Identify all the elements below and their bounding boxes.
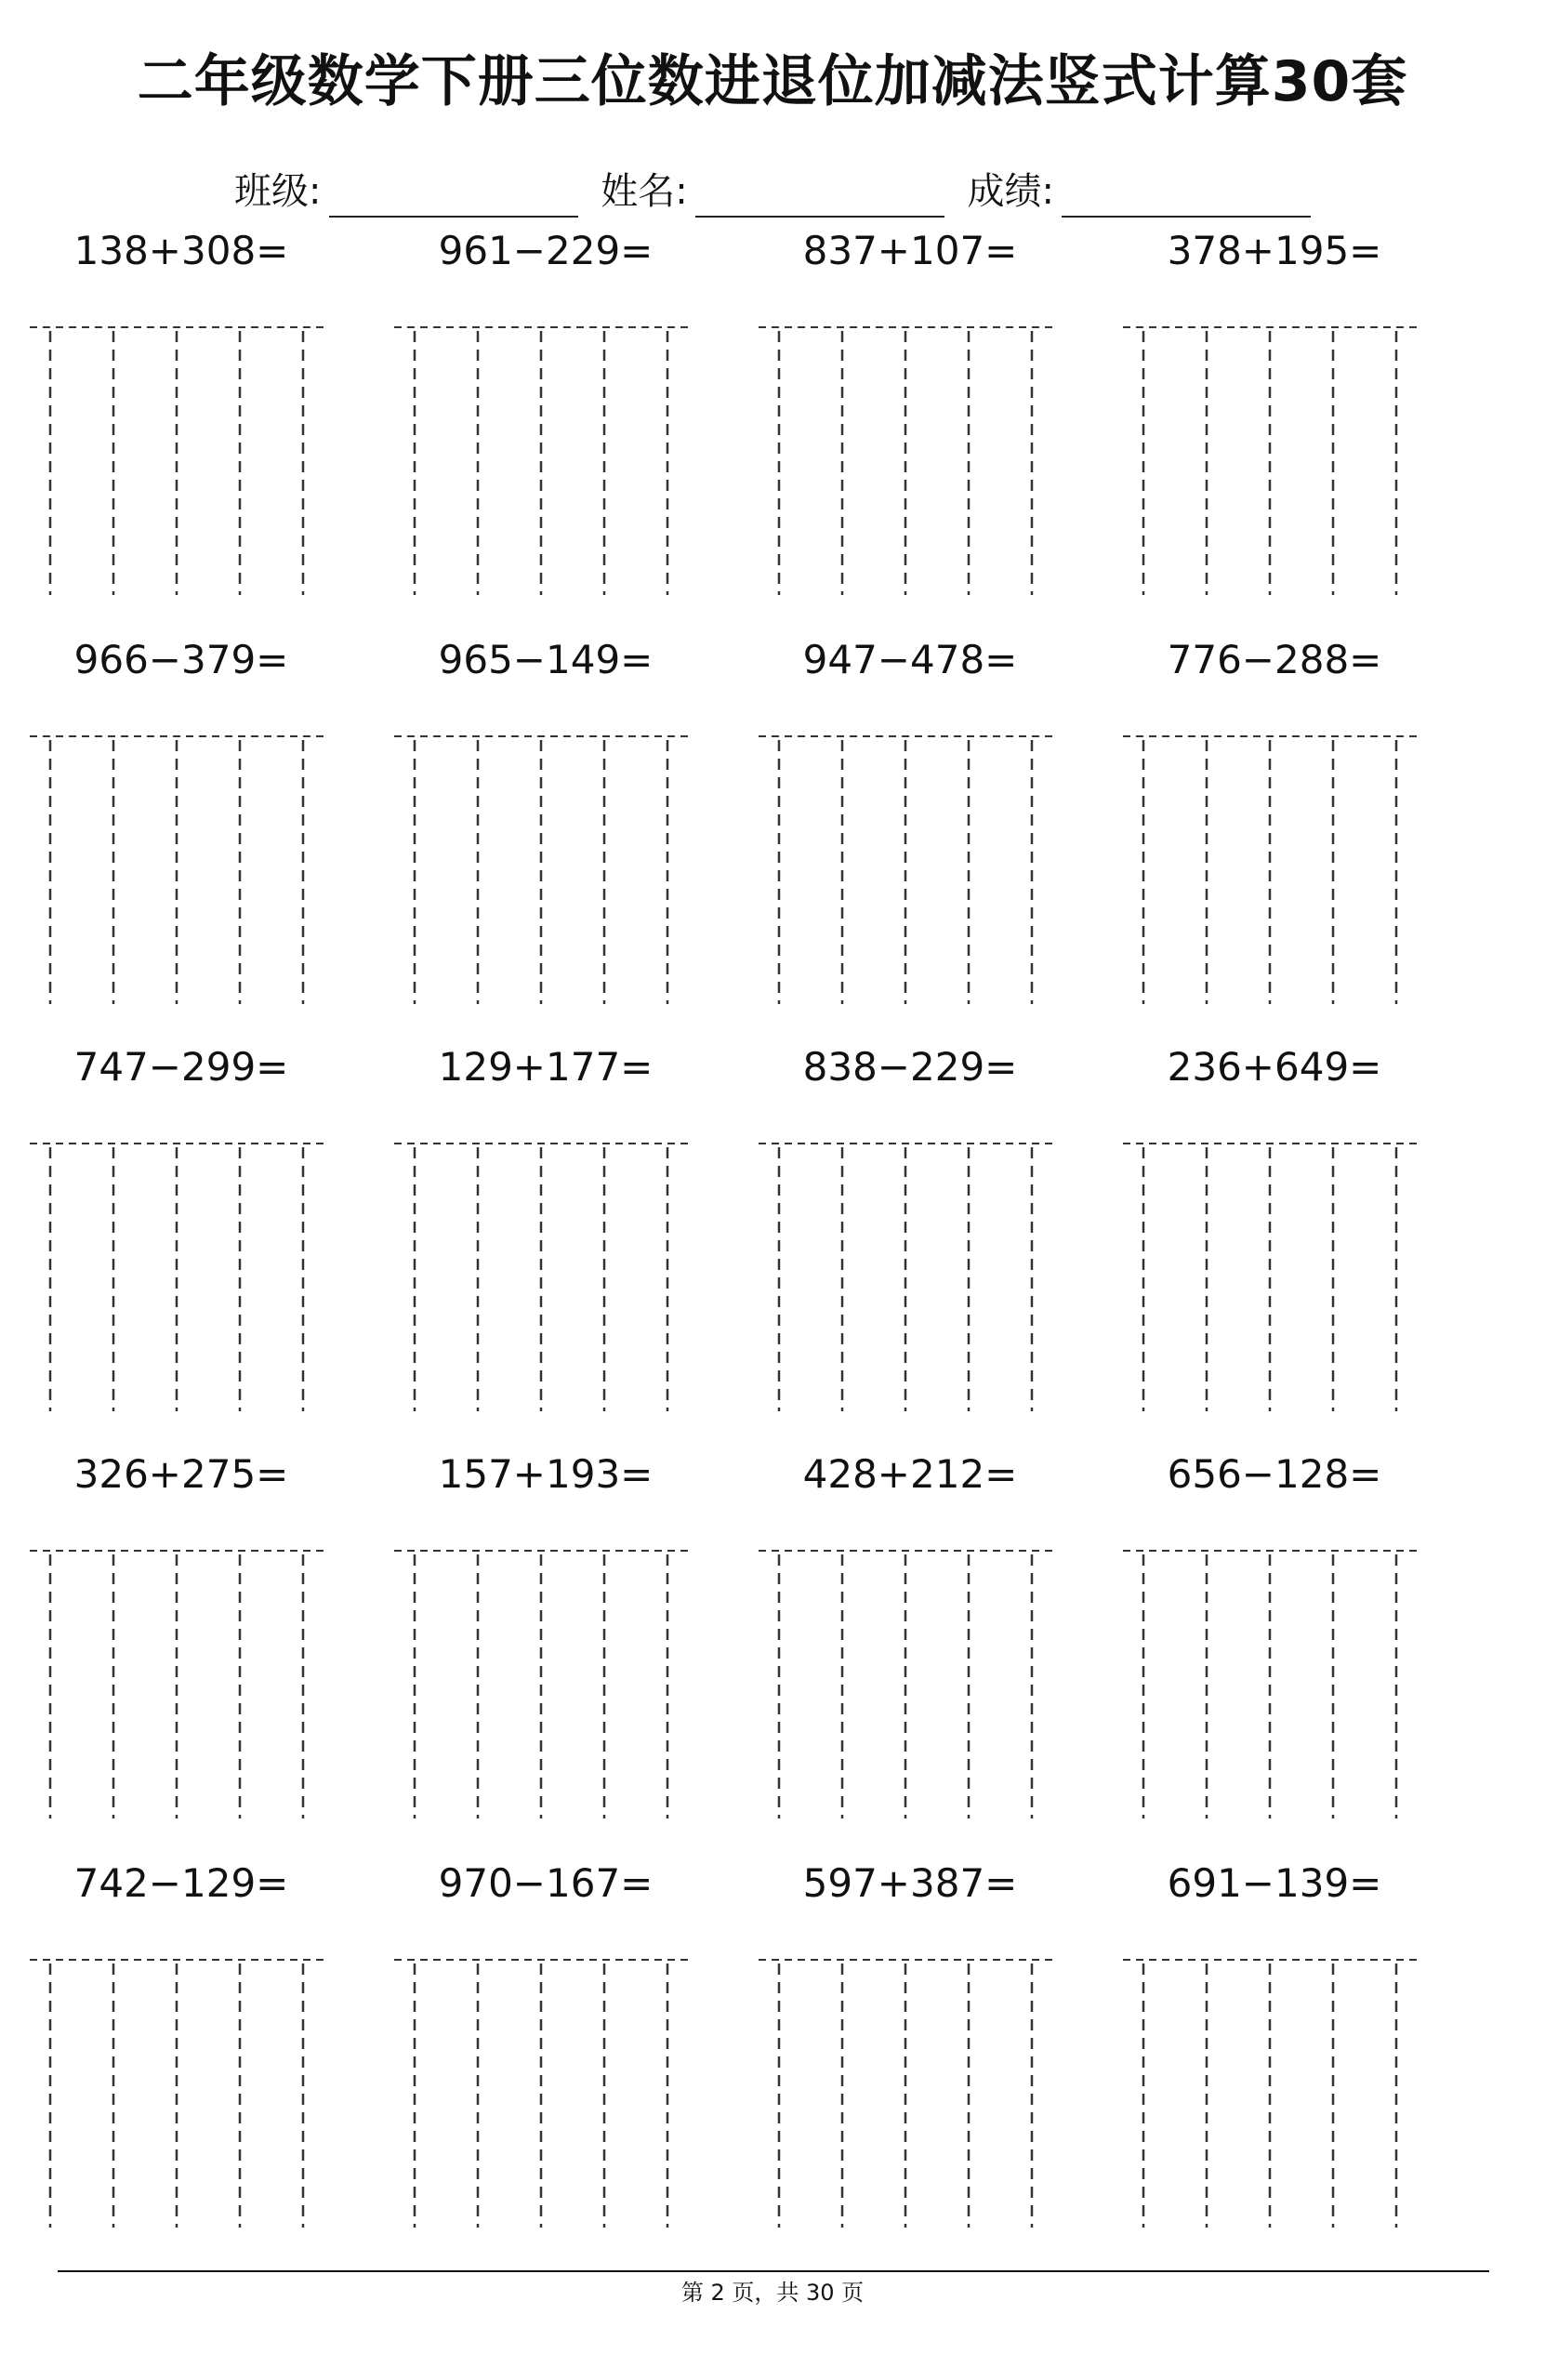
dashed-answer-grid — [757, 223, 1063, 623]
problem-expression: 970−167= — [438, 1860, 654, 1906]
problem-block — [1121, 1039, 1428, 1439]
problem-expression: 157+193= — [438, 1451, 654, 1497]
student-info-line — [0, 165, 1545, 218]
problem-expression: 965−149= — [438, 637, 654, 682]
problem-block — [757, 1447, 1063, 1846]
page-number: 第 2 页，共 30 页 — [680, 2280, 865, 2306]
problem-expression: 656−128= — [1167, 1451, 1382, 1497]
problem-block — [392, 1447, 699, 1846]
problem-block — [392, 632, 699, 1032]
problem-block — [757, 1856, 1063, 2255]
problem-block — [28, 1039, 335, 1439]
dashed-answer-grid — [28, 632, 335, 1032]
name-blank[interactable] — [695, 182, 944, 218]
problem-expression: 742−129= — [73, 1860, 289, 1906]
problem-expression: 428+212= — [802, 1451, 1018, 1497]
name-label: 姓名: — [601, 170, 688, 213]
name-field — [601, 165, 944, 218]
dashed-answer-grid — [1121, 1447, 1428, 1846]
dashed-answer-grid — [28, 1856, 335, 2255]
problem-expression: 747−299= — [73, 1044, 289, 1090]
score-blank[interactable] — [1062, 182, 1311, 218]
score-field — [967, 165, 1310, 218]
problem-expression: 961−229= — [438, 228, 654, 273]
dashed-answer-grid — [28, 1447, 335, 1846]
dashed-answer-grid — [392, 223, 699, 623]
problem-block — [1121, 223, 1428, 623]
problem-expression: 138+308= — [73, 228, 289, 273]
problem-block — [28, 1447, 335, 1846]
dashed-answer-grid — [392, 1039, 699, 1439]
dashed-answer-grid — [1121, 1039, 1428, 1439]
problem-expression: 597+387= — [802, 1860, 1018, 1906]
dashed-answer-grid — [392, 632, 699, 1032]
footer-divider — [58, 2270, 1489, 2272]
problem-expression: 776−288= — [1167, 637, 1382, 682]
dashed-answer-grid — [1121, 1856, 1428, 2255]
score-label: 成绩: — [967, 170, 1054, 213]
dashed-answer-grid — [1121, 223, 1428, 623]
problem-expression: 966−379= — [73, 637, 289, 682]
problem-block — [757, 1039, 1063, 1439]
problem-expression: 837+107= — [802, 228, 1018, 273]
problem-expression: 326+275= — [73, 1451, 289, 1497]
problem-expression: 378+195= — [1167, 228, 1382, 273]
dashed-answer-grid — [757, 1856, 1063, 2255]
problem-block — [757, 223, 1063, 623]
dashed-answer-grid — [757, 1039, 1063, 1439]
problem-block — [757, 632, 1063, 1032]
problem-block — [28, 632, 335, 1032]
problem-expression: 691−139= — [1167, 1860, 1382, 1906]
problem-block — [392, 1856, 699, 2255]
dashed-answer-grid — [392, 1447, 699, 1846]
dashed-answer-grid — [28, 223, 335, 623]
dashed-answer-grid — [757, 632, 1063, 1032]
problem-expression: 947−478= — [802, 637, 1018, 682]
problem-expression: 838−229= — [802, 1044, 1018, 1090]
problem-block — [392, 223, 699, 623]
problem-block — [1121, 1856, 1428, 2255]
problem-block — [28, 1856, 335, 2255]
problem-block — [28, 223, 335, 623]
problem-block — [392, 1039, 699, 1439]
problem-expression: 129+177= — [438, 1044, 654, 1090]
page-title: 二年级数学下册三位数进退位加减法竖式计算30套 — [137, 49, 1408, 114]
dashed-answer-grid — [28, 1039, 335, 1439]
problem-expression: 236+649= — [1167, 1044, 1382, 1090]
class-blank[interactable] — [329, 182, 578, 218]
dashed-answer-grid — [392, 1856, 699, 2255]
dashed-answer-grid — [1121, 632, 1428, 1032]
problem-block — [1121, 1447, 1428, 1846]
class-label: 班级: — [234, 170, 322, 213]
problem-block — [1121, 632, 1428, 1032]
dashed-answer-grid — [757, 1447, 1063, 1846]
class-field — [234, 165, 577, 218]
